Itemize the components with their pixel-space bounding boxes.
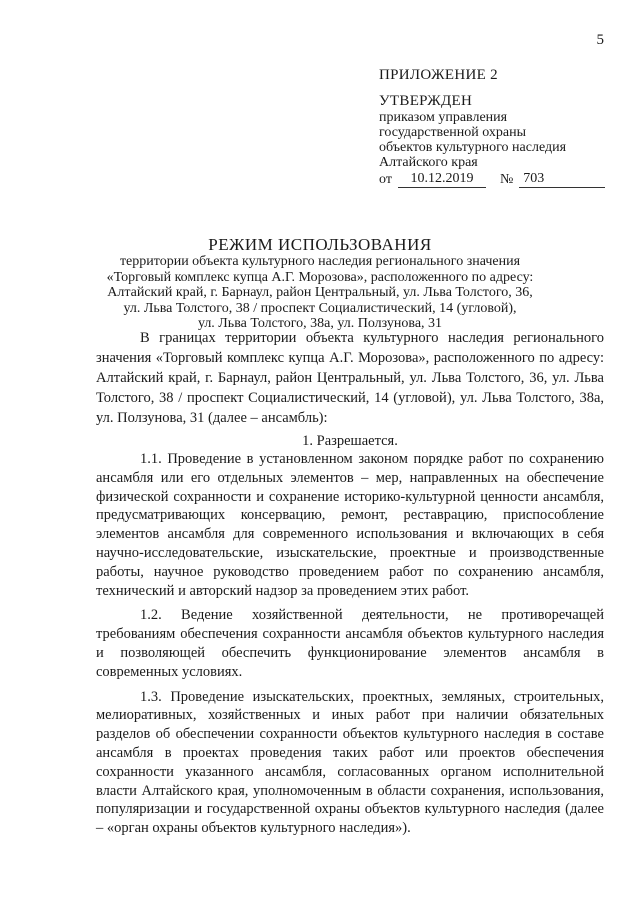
title-block [90,236,550,332]
approved-label: УТВЕРЖДЕН [379,93,473,109]
page-number: 5 [596,32,604,48]
order-number: 703 [519,171,605,188]
item-paragraph: 1.1. Проведение в установленном законом порядке работ по сохранению ансамбля или его отдельных элементов – мер, направленных на обеспечение физической сохранности и сохранение историко-культурной ценности ансамбля, предусматривающих консервацию, ремонт, реставрацию, приспособление элементов ансамбля для современного использования и включающих в себя научно-исследовательские, изыскательские, проектные и производственные работы, научное руководство проведением работ по сохранению ансамбля, технический и авторский надзор за проведением этих работ. [96,451,604,599]
order-date-row [379,171,619,188]
approval-block [379,66,619,188]
subtitle-line: ул. Льва Толстого, 38 / проспект Социалистический, 14 (угловой), [123,300,517,316]
permitted-items [96,450,604,844]
order-line: приказом управления [379,110,508,125]
appendix-label: ПРИЛОЖЕНИЕ 2 [379,67,498,83]
item-paragraph: 1.2. Ведение хозяйственной деятельности, не противоречащей требованиям обеспечения сохранности ансамбля объектов культурного наследия и позволяющей обеспечить функционирование элементов ансамбля в современных условиях. [96,607,604,680]
item-paragraph: 1.3. Проведение изыскательских, проектных, земляных, строительных, мелиоративных, хозяйственных и иных работ при наличии обязательных разделов об обеспечении сохранности объектов культурного наследия в составе ансамбля в проектах проведения таких работ или проектов обеспечения сохранности указанного ансамбля, согласованных органом исполнительной власти Алтайского края, уполномоченным в области сохранения, использования, популяризации и государственной охраны объектов культурного наследия (далее – «орган охраны объектов культурного наследия»). [96,688,604,837]
subtitle-line: Алтайский край, г. Барнаул, район Центральный, ул. Льва Толстого, 36, [107,285,533,301]
section-heading: 1. Разрешается. [302,433,398,449]
subtitle-line: «Торговый комплекс купца А.Г. Морозова», расположенного по адресу: [106,269,534,285]
subtitle-line: территории объекта культурного наследия регионального значения [119,254,521,269]
intro-paragraph: В границах территории объекта культурного наследия регионального значения «Торговый комплекс купца А.Г. Морозова», расположенного по адресу: Алтайский край, г. Барнаул, район Центральный, ул. Льва Толстого, 36, ул. Льва Толстого, 38 / проспект Социалистический, 14 (угловой), ул. Льва Толстого, 38а, ул. Ползунова, 31 (далее – ансамбль): [96,330,604,426]
document-title: РЕЖИМ ИСПОЛЬЗОВАНИЯ [208,235,432,254]
order-line: государственной охраны [379,125,527,140]
order-line: Алтайского края [379,155,478,170]
order-line: объектов культурного наследия [379,140,567,155]
intro-section [96,328,604,428]
date-prefix: от [379,172,392,187]
order-date: 10.12.2019 [398,171,486,188]
number-sign: № [499,172,514,187]
subtitle-line: ул. Льва Толстого, 38а, ул. Ползунова, 31 [197,316,443,332]
